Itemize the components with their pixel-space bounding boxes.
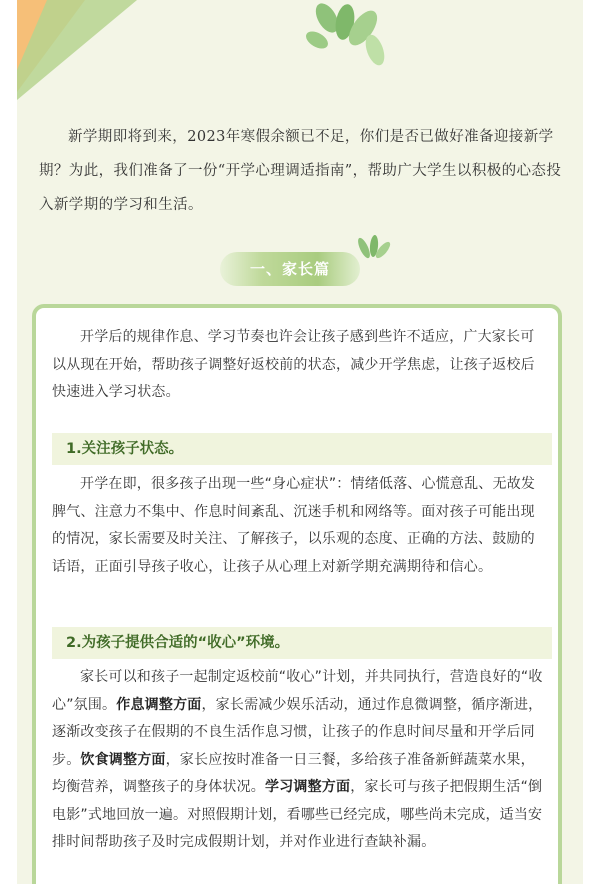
article-page xyxy=(17,0,583,884)
item2-text-1: 家长可以和孩子一起制定返校前“收心”计划，并共同执行，营造良好的“收心”氛围。 xyxy=(52,669,543,713)
lead-paragraph: 开学后的规律作息、学习节奏也许会让孩子感到些许不适应，广大家长可以从现在开始，帮助孩子调整好返校前的状态，减少开学焦虑，让孩子返校后快速进入学习状态。 xyxy=(52,329,535,400)
keyword-schedule: 作息调整方面 xyxy=(116,696,202,713)
item2-text-3: ，家长应按时准备一日三餐，多给孩子准备新鲜蔬菜水果，均衡营养，调整孩子的身体状况。 xyxy=(52,751,535,795)
item2-paragraph xyxy=(52,664,544,857)
section-header xyxy=(212,234,392,294)
keyword-study: 学习调整方面 xyxy=(265,779,351,795)
parents-section-card xyxy=(32,304,562,884)
item2-text-2: ，家长需减少娱乐活动，通过作息微调整，循序渐进，逐渐改变孩子在假期的不良生活作息习惯，让孩子的作息时间尽量和开学后同步。 xyxy=(52,696,543,768)
intro-paragraph: 新学期即将到来，2023年寒假余额已不足，你们是否已做好准备迎接新学期？为此，我们准备了一份“开学心理调适指南”，帮助广大学生以积极的心态投入新学期的学习和生活。 xyxy=(39,129,562,213)
leaf-icon xyxy=(352,234,392,262)
corner-decoration-icon xyxy=(17,0,137,110)
item2-text-4: ，家长可与孩子把假期生活“倒电影”式地回放一遍。对照假期计划，看哪些已经完成，哪些尚未完成，适当安排时间帮助孩子及时完成假期计划，并对作业进行查缺补漏。 xyxy=(52,779,543,850)
section-title: 一、家长篇 xyxy=(220,252,360,286)
item1-heading: 1.关注孩子状态。 xyxy=(52,433,552,465)
keyword-diet: 饮食调整方面 xyxy=(80,751,166,768)
leaves-decoration-icon xyxy=(297,0,397,70)
item1-paragraph: 开学在即，很多孩子出现一些“身心症状”：情绪低落、心慌意乱、无故发脾气、注意力不集中、作息时间紊乱、沉迷手机和网络等。面对孩子可能出现的情况，家长需要及时关注、了解孩子，以乐观的态度、正确的方法、鼓励的话语，正面引导孩子收心，让孩子从心理上对新学期充满期待和信心。 xyxy=(52,476,536,575)
item2-heading: 2.为孩子提供合适的“收心”环境。 xyxy=(52,627,552,659)
